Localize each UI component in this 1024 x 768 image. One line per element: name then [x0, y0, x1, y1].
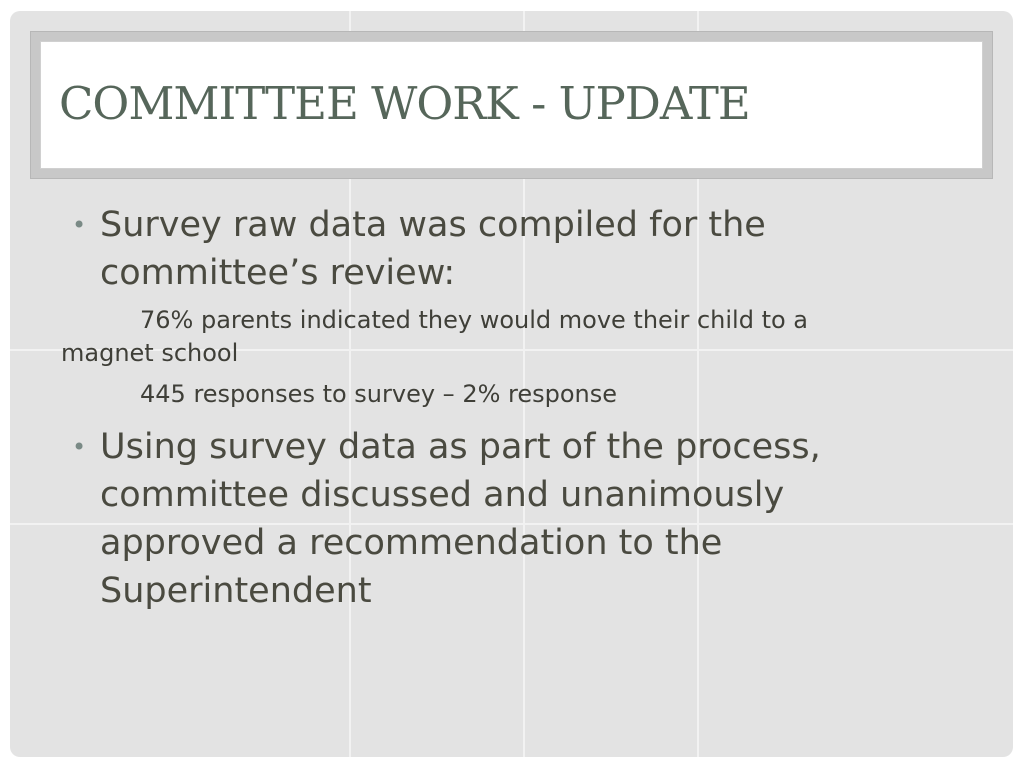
bullet-marker: •	[72, 433, 87, 461]
title-frame	[30, 31, 993, 179]
title-box	[40, 41, 983, 169]
slide-title: COMMITTEE WORK - UPDATE	[59, 77, 750, 130]
detail-parents-percentage: 76% parents indicated they would move their child to a	[140, 306, 809, 334]
bullet-text: Using survey data as part of the process, committee discussed and unanimously approved a recommendation to the Superintendent	[100, 427, 821, 611]
detail-response-count: 445 responses to survey – 2% response	[140, 380, 618, 408]
bullet-survey-compiled	[72, 201, 920, 297]
bullet-recommendation	[72, 423, 910, 615]
slide	[10, 11, 1013, 757]
bullet-marker: •	[72, 211, 87, 239]
bullet-text: Survey raw data was compiled for the committee’s review:	[100, 205, 766, 293]
detail-parents-percentage-continued: magnet school	[61, 339, 239, 367]
